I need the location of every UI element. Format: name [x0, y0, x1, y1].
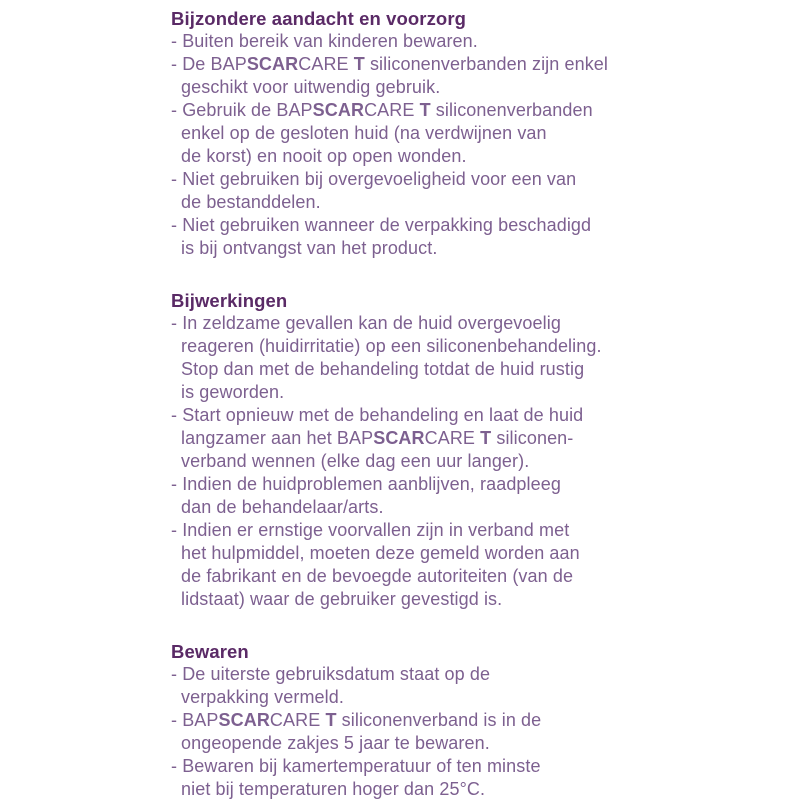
text-segment: Stop dan met de behandeling totdat de huid rustig: [181, 359, 585, 379]
text-segment: - Buiten bereik van kinderen bewaren.: [171, 31, 478, 51]
text-segment: SCAR: [246, 54, 299, 74]
list-item: [171, 312, 671, 404]
text-segment: lidstaat) waar de gebruiker gevestigd is.: [181, 589, 503, 609]
text-segment: is bij ontvangst van het product.: [181, 238, 438, 258]
text-segment: - Start opnieuw met de behandeling en laat de huid: [171, 405, 584, 425]
text-segment: CARE: [364, 100, 415, 120]
section-heading: Bijzondere aandacht en voorzorg: [171, 8, 467, 29]
text-segment: - Indien er ernstige voorvallen zijn in verband met: [171, 520, 570, 540]
list-item: [171, 214, 671, 260]
leaflet-section: [171, 289, 671, 611]
leaflet-page-content: [171, 7, 671, 801]
text-segment: langzamer aan het BAP: [181, 428, 374, 448]
text-segment: siliconenverband is in de: [336, 710, 542, 730]
text-segment: het hulpmiddel, moeten deze gemeld worden aan: [181, 543, 580, 563]
text-segment: is geworden.: [181, 382, 285, 402]
text-segment: T: [348, 54, 365, 74]
text-segment: T: [475, 428, 492, 448]
text-segment: siliconenverbanden: [430, 100, 593, 120]
list-item: [171, 519, 671, 611]
text-segment: SCAR: [373, 428, 425, 448]
text-segment: - BAP: [171, 710, 219, 730]
text-segment: - In zeldzame gevallen kan de huid overgevoelig: [171, 313, 561, 333]
text-segment: - Bewaren bij kamertemperatuur of ten minste: [171, 756, 541, 776]
list-item: [171, 168, 671, 214]
list-item: [171, 30, 671, 53]
section-heading: Bijwerkingen: [171, 290, 288, 311]
text-segment: de korst) en nooit op open wonden.: [181, 146, 467, 166]
text-segment: T: [414, 100, 431, 120]
text-segment: - Niet gebruiken wanneer de verpakking beschadigd: [171, 215, 592, 235]
text-segment: siliconen-: [491, 428, 574, 448]
text-segment: CARE: [269, 710, 321, 730]
list-item: [171, 404, 671, 473]
text-segment: - De BAP: [171, 54, 247, 74]
list-item: [171, 53, 671, 99]
text-segment: verpakking vermeld.: [181, 687, 344, 707]
text-segment: enkel op de gesloten huid (na verdwijnen van: [181, 123, 547, 143]
text-segment: - Gebruik de BAP: [171, 100, 313, 120]
text-segment: SCAR: [218, 710, 270, 730]
leaflet-section: [171, 7, 671, 260]
list-item: [171, 755, 671, 801]
list-item: [171, 473, 671, 519]
text-segment: CARE: [298, 54, 349, 74]
text-segment: - Indien de huidproblemen aanblijven, raadpleeg: [171, 474, 561, 494]
leaflet-section: [171, 640, 671, 801]
text-segment: ongeopende zakjes 5 jaar te bewaren.: [181, 733, 490, 753]
text-segment: dan de behandelaar/arts.: [181, 497, 384, 517]
text-segment: geschikt voor uitwendig gebruik.: [181, 77, 441, 97]
text-segment: CARE: [424, 428, 476, 448]
text-segment: T: [320, 710, 337, 730]
text-segment: verband wennen (elke dag een uur langer).: [181, 451, 530, 471]
text-segment: reageren (huidirritatie) op een siliconenbehandeling.: [181, 336, 602, 356]
text-segment: - Niet gebruiken bij overgevoeligheid voor een van: [171, 169, 577, 189]
text-segment: SCAR: [312, 100, 365, 120]
list-item: [171, 663, 671, 709]
list-item: [171, 709, 671, 755]
list-item: [171, 99, 671, 168]
section-heading: Bewaren: [171, 641, 249, 662]
text-segment: - De uiterste gebruiksdatum staat op de: [171, 664, 491, 684]
text-segment: de bestanddelen.: [181, 192, 321, 212]
text-segment: de fabrikant en de bevoegde autoriteiten (van de: [181, 566, 574, 586]
text-segment: niet bij temperaturen hoger dan 25°C.: [181, 779, 486, 799]
text-segment: siliconenverbanden zijn enkel: [364, 54, 609, 74]
